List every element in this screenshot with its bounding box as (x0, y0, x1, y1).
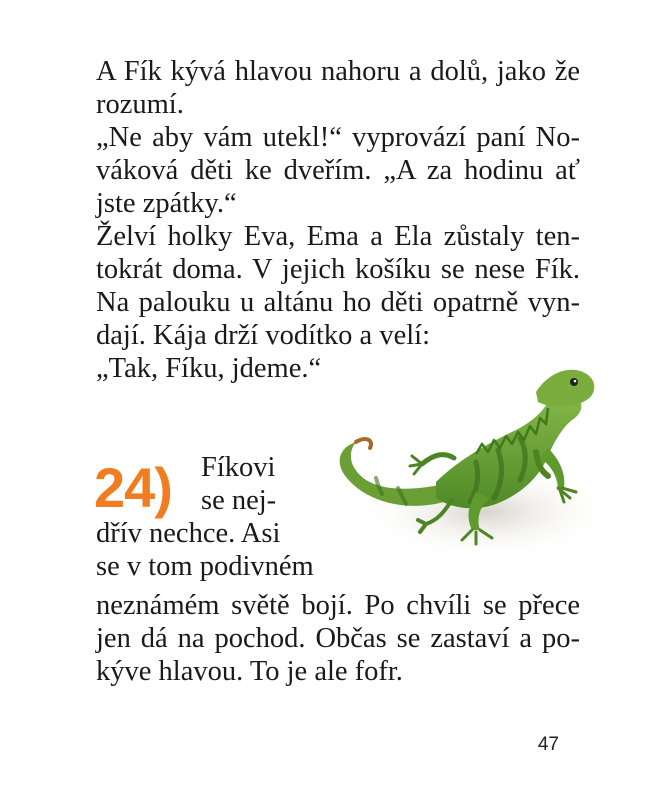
text-line: se v tom podivném (96, 551, 314, 582)
page-number: 47 (537, 734, 559, 755)
text-line: rozumí. (96, 89, 184, 120)
text-line: Fíkovi (201, 452, 276, 483)
iguana-illustration (326, 352, 616, 564)
text-line: A Fík kývá hlavou nahoru a dolů, jako že (96, 56, 580, 87)
text-line: kýve hlavou. To je ale fofr. (96, 656, 403, 687)
chapter-number: 24) (94, 456, 172, 519)
text-line: jen dá na pochod. Občas se zastaví a po- (96, 623, 580, 654)
text-line: „Ne aby vám utekl!“ vyprovází paní No- (96, 122, 580, 153)
text-line: neznámém světě bojí. Po chvíli se přece (96, 590, 580, 621)
text-line: dřív nechce. Asi (96, 518, 281, 549)
text-line: jste zpátky.“ (96, 188, 237, 219)
text-line: Želví holky Eva, Ema a Ela zůstaly ten- (96, 221, 580, 252)
text-line: váková děti ke dveřím. „A za hodinu ať (96, 155, 580, 186)
text-line: „Tak, Fíku, jdeme.“ (96, 353, 322, 384)
text-line: se nej- (201, 485, 277, 516)
text-line: dají. Kája drží vodítko a velí: (96, 320, 430, 351)
text-line: tokrát doma. V jejich košíku se nese Fík. (96, 254, 580, 285)
text-line: Na palouku u altánu ho děti opatrně vyn- (96, 287, 580, 318)
